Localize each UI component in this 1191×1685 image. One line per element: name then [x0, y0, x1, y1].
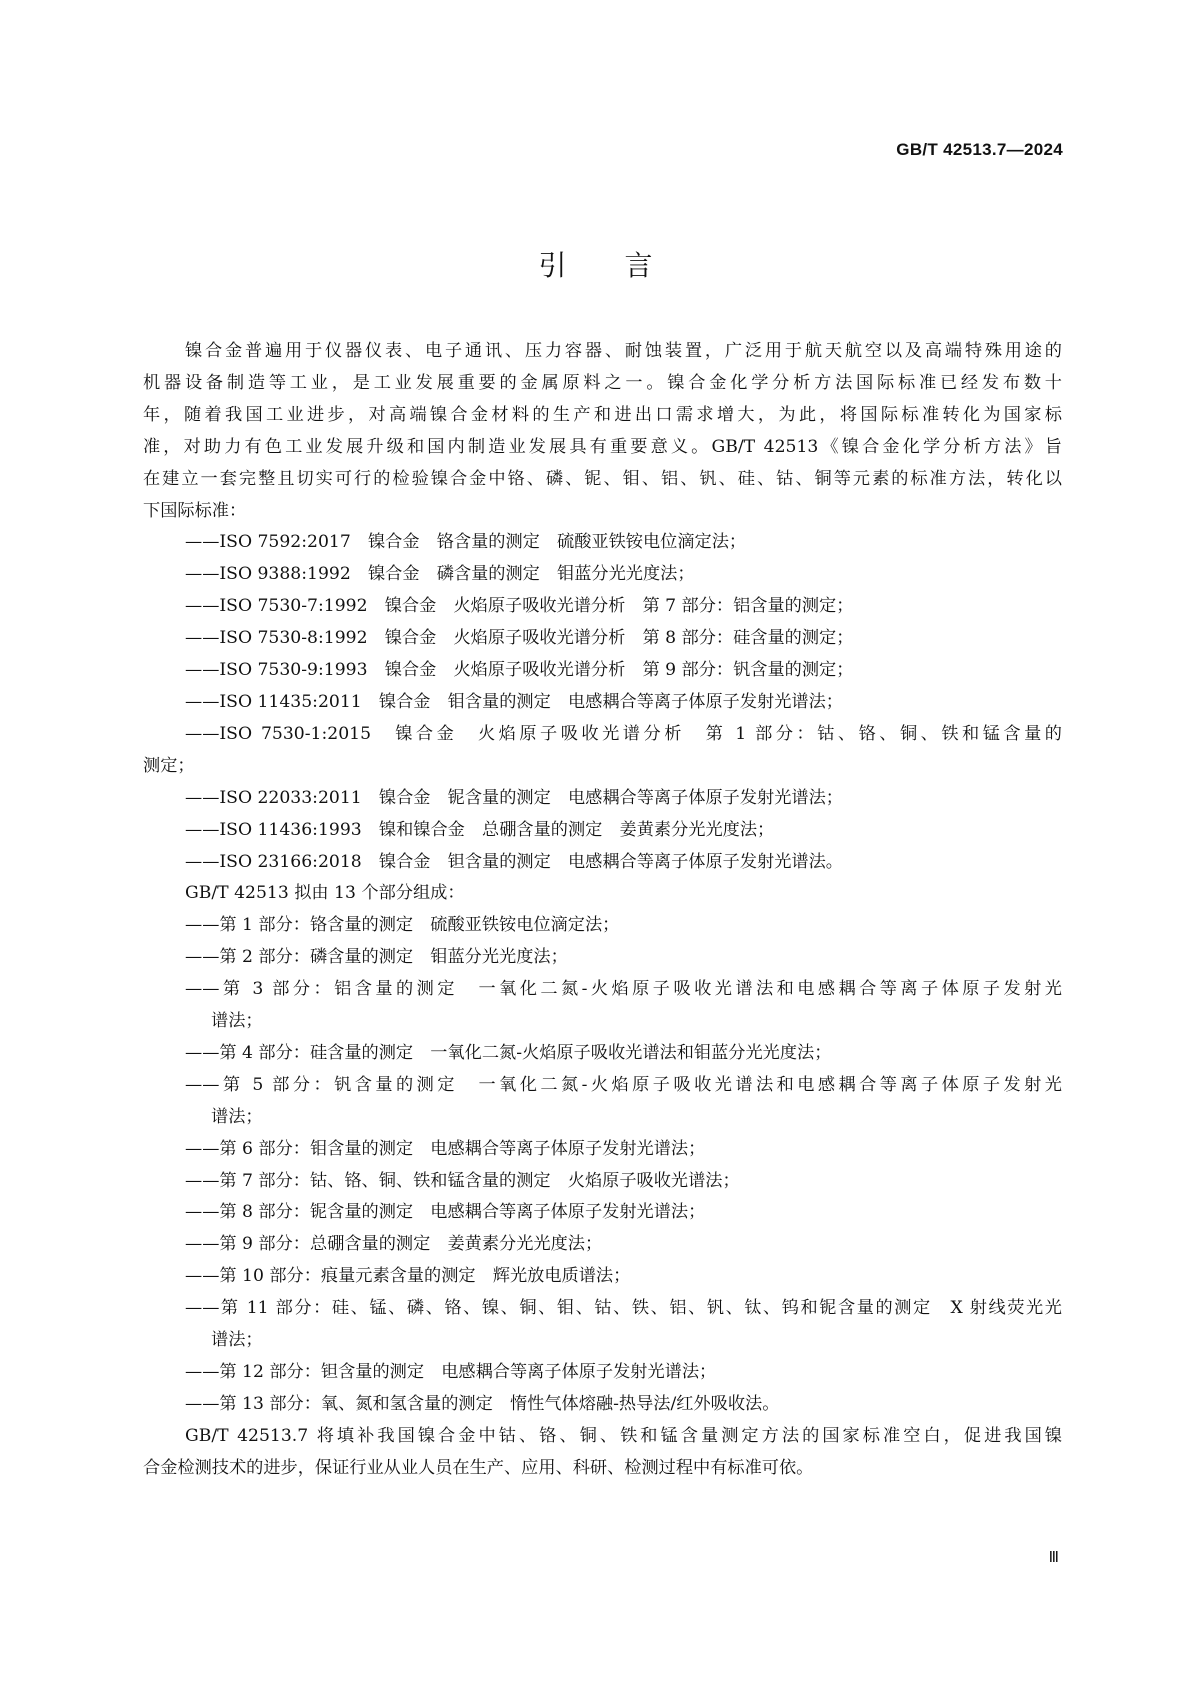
part-item: ——第 7 部分：钴、铬、铜、铁和锰含量的测定 火焰原子吸收光谱法；: [185, 1170, 740, 1191]
part-item-continued: 谱法；: [211, 1330, 263, 1351]
part-item: ——第 2 部分：磷含量的测定 钼蓝分光光度法；: [185, 947, 568, 968]
part-item: ——第 12 部分：钽含量的测定 电感耦合等离子体原子发射光谱法；: [185, 1362, 717, 1382]
part-item: ——第 5 部分：钒含量的测定 一氧化二氮-火焰原子吸收光谱法和电感耦合等离子体原子发射光: [185, 1074, 1062, 1095]
closing-line: GB/T 42513.7 将填补我国镍合金中钴、铬、铜、铁和锰含量测定方法的国家标准空白，促进我国镍: [185, 1425, 1062, 1446]
part-item: ——第 3 部分：铝含量的测定 一氧化二氮-火焰原子吸收光谱法和电感耦合等离子体原子发射光: [185, 979, 1062, 1000]
iso-standard-item: ——ISO 7530-1:2015 镍合金 火焰原子吸收光谱分析 第 1 部分：钴、铬、铜、铁和锰含量的: [185, 723, 1062, 744]
page-number: Ⅲ: [1048, 1550, 1059, 1566]
iso-standard-item: ——ISO 23166:2018 镍合金 钽含量的测定 电感耦合等离子体原子发射光谱法。: [185, 851, 843, 872]
part-item-continued: 谱法；: [211, 1011, 263, 1032]
part-item: ——第 4 部分：硅含量的测定 一氧化二氮-火焰原子吸收光谱法和钼蓝分光光度法；: [185, 1042, 832, 1063]
part-item: ——第 8 部分：铌含量的测定 电感耦合等离子体原子发射光谱法；: [185, 1202, 706, 1223]
part-item: ——第 11 部分：硅、锰、磷、铬、镍、铜、钼、钴、铁、铝、钒、钛、钨和铌含量的测定 X 射线荧光光: [185, 1298, 1062, 1319]
iso-standard-item: ——ISO 7530-8:1992 镍合金 火焰原子吸收光谱分析 第 8 部分：硅含量的测定；: [185, 628, 854, 649]
iso-standard-item: ——ISO 7530-9:1993 镍合金 火焰原子吸收光谱分析 第 9 部分：钒含量的测定；: [185, 660, 854, 681]
parts-intro: GB/T 42513 拟由 13 个部分组成：: [185, 883, 465, 904]
intro-line: 在建立一套完整且切实可行的检验镍合金中铬、磷、铌、钼、铝、钒、硅、钴、铜等元素的标准方法，转化以: [143, 468, 1062, 489]
iso-standard-item: ——ISO 7530-7:1992 镍合金 火焰原子吸收光谱分析 第 7 部分：铝含量的测定；: [185, 596, 854, 617]
page-title: 引言: [538, 249, 711, 282]
intro-line: 机器设备制造等工业，是工业发展重要的金属原料之一。镍合金化学分析方法国际标准已经发布数十: [143, 372, 1062, 393]
part-item: ——第 6 部分：钼含量的测定 电感耦合等离子体原子发射光谱法；: [185, 1138, 706, 1159]
part-item: ——第 1 部分：铬含量的测定 硫酸亚铁铵电位滴定法；: [185, 915, 620, 936]
iso-standard-item: ——ISO 11435:2011 镍合金 钼含量的测定 电感耦合等离子体原子发射光谱法；: [185, 691, 843, 712]
intro-line: 镍合金普遍用于仪器仪表、电子通讯、压力容器、耐蚀装置，广泛用于航天航空以及高端特殊用途的: [185, 341, 1062, 361]
part-item: ——第 13 部分：氧、氮和氢含量的测定 惰性气体熔融-热导法/红外吸收法。: [185, 1393, 780, 1414]
closing-line: 合金检测技术的进步，保证行业从业人员在生产、应用、科研、检测过程中有标准可依。: [143, 1457, 814, 1478]
iso-standard-item-continued: 测定；: [143, 755, 195, 776]
part-item-continued: 谱法；: [211, 1106, 263, 1127]
iso-standard-item: ——ISO 7592:2017 镍合金 铬含量的测定 硫酸亚铁铵电位滴定法；: [185, 532, 747, 553]
intro-line: 准，对助力有色工业发展升级和国内制造业发展具有重要意义。GB/T 42513《镍合金化学分析方法》旨: [143, 436, 1062, 457]
part-item: ——第 10 部分：痕量元素含量的测定 辉光放电质谱法；: [185, 1266, 631, 1287]
part-item: ——第 9 部分：总硼含量的测定 姜黄素分光光度法；: [185, 1234, 603, 1255]
document-body: [143, 336, 1062, 1485]
intro-line: 下国际标准：: [143, 500, 247, 521]
standard-code: GB/T 42513.7—2024: [896, 140, 1063, 159]
iso-standard-item: ——ISO 11436:1993 镍和镍合金 总硼含量的测定 姜黄素分光光度法；: [185, 819, 775, 840]
iso-standard-item: ——ISO 22033:2011 镍合金 铌含量的测定 电感耦合等离子体原子发射光谱法；: [185, 787, 843, 808]
iso-standard-item: ——ISO 9388:1992 镍合金 磷含量的测定 钼蓝分光光度法；: [185, 564, 695, 585]
intro-line: 年，随着我国工业进步，对高端镍合金材料的生产和进出口需求增大，为此，将国际标准转化为国家标: [143, 404, 1062, 425]
